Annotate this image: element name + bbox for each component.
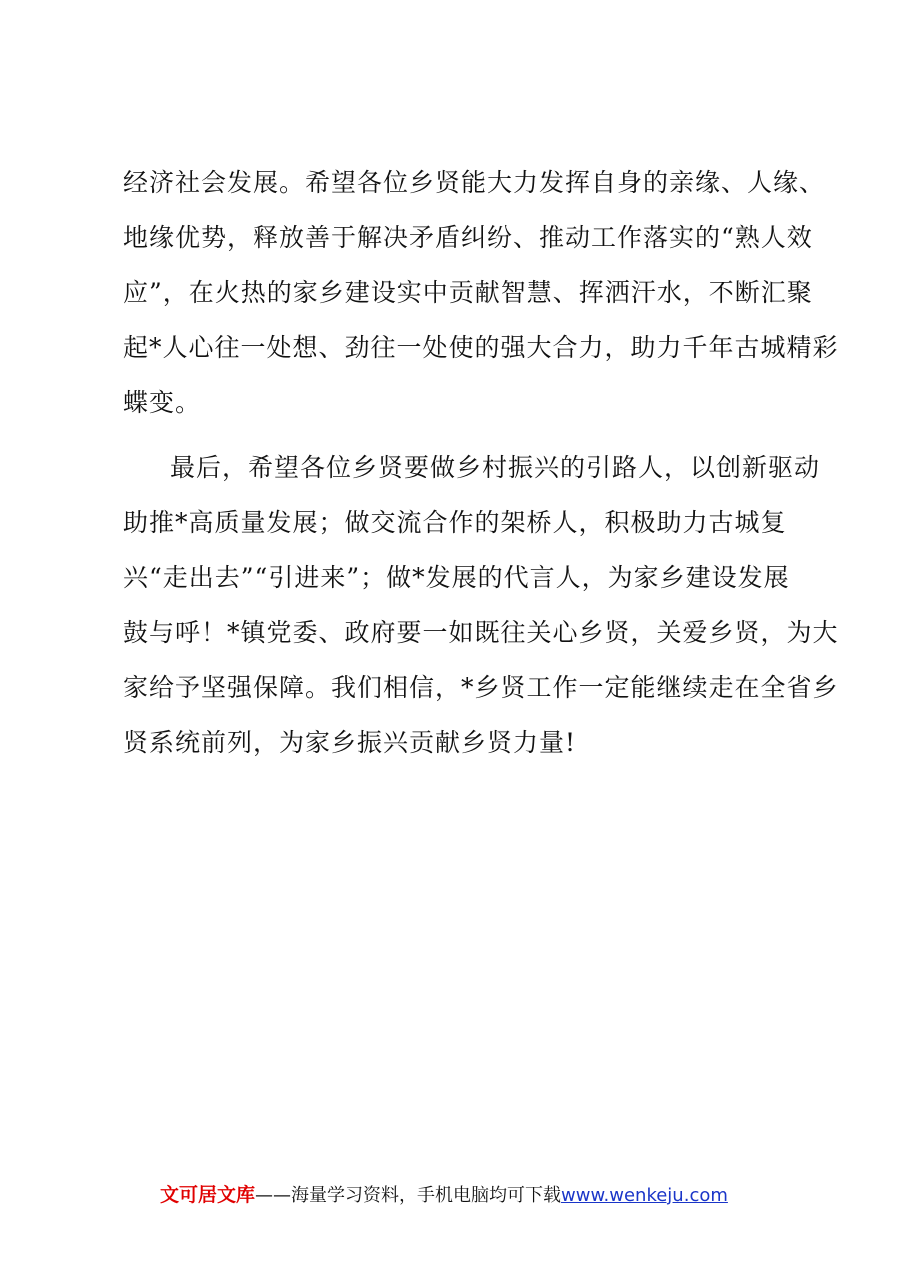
text-line-8: 兴“走出去”“引进来”；做*发展的代言人，为家乡建设发展 bbox=[123, 563, 790, 592]
footer-site-link[interactable]: www.wenkeju.com bbox=[561, 1185, 728, 1206]
text-line-5: 蝶变。 bbox=[123, 388, 202, 417]
text-line-1: 经济社会发展。希望各位乡贤能大力发挥自身的亲缘、人缘、 bbox=[123, 168, 826, 197]
text-line-9: 鼓与呼！*镇党委、政府要一如既往关心乡贤，关爱乡贤，为大 bbox=[123, 618, 839, 647]
text-line-11: 贤系统前列，为家乡振兴贡献乡贤力量! bbox=[123, 728, 577, 757]
text-line-10: 家给予坚强保障。我们相信，*乡贤工作一定能继续走在全省乡 bbox=[123, 673, 839, 702]
text-line-3: 应”，在火热的家乡建设实中贡献智慧、挥洒汗水，不断汇聚 bbox=[123, 278, 813, 307]
footer-brand: 文可居文库 bbox=[160, 1184, 256, 1206]
text-line-6: 最后，希望各位乡贤要做乡村振兴的引路人，以创新驱动 bbox=[170, 453, 821, 482]
footer-tagline: ——海量学习资料，手机电脑均可下载 bbox=[255, 1185, 562, 1206]
text-line-2: 地缘优势，释放善于解决矛盾纠纷、推动工作落实的“熟人效 bbox=[123, 223, 813, 252]
text-line-7: 助推*高质量发展；做交流合作的架桥人，积极助力古城复 bbox=[123, 508, 787, 537]
footer-banner bbox=[160, 1183, 728, 1208]
text-line-4: 起*人心往一处想、劲往一处使的强大合力，助力千年古城精彩 bbox=[123, 333, 839, 362]
